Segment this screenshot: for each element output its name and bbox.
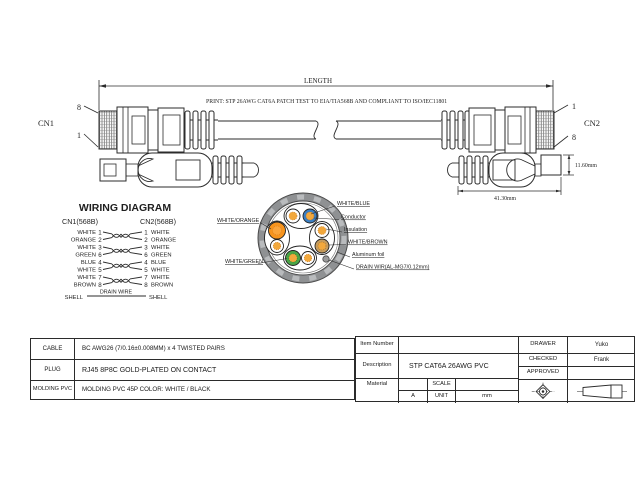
pin-row-num: 4 bbox=[98, 259, 102, 267]
pin-row-label: ORANGE bbox=[70, 237, 96, 244]
cn2-connector-top-view bbox=[441, 107, 554, 153]
pin-row-num: 3 bbox=[144, 244, 148, 252]
checked-value: Frank bbox=[568, 354, 635, 367]
pin-row-label: WHITE bbox=[77, 267, 96, 274]
cn1-568b-header: CN1(568B) bbox=[62, 217, 98, 226]
white-blue-label: WHITE/BLUE bbox=[337, 201, 370, 207]
spec-row-label: CABLE bbox=[31, 339, 75, 360]
title-block bbox=[355, 336, 635, 402]
pin-row-num: 1 bbox=[98, 229, 102, 237]
material-label: Material bbox=[356, 379, 399, 403]
cn2-label: CN2 bbox=[583, 118, 601, 128]
spec-row-value: RJ45 8P8C GOLD-PLATED ON CONTACT bbox=[75, 360, 354, 381]
white-orange-label: WHITE/ORANGE bbox=[217, 218, 260, 224]
cn2-side-view bbox=[448, 153, 562, 187]
twisted-pair-symbols bbox=[103, 232, 142, 285]
pin-row-label: BLUE bbox=[80, 260, 96, 266]
pin-row-num: 8 bbox=[144, 282, 148, 289]
projection-symbol-cell bbox=[519, 380, 568, 403]
white-brown-label: WHITE/BROWN bbox=[348, 239, 388, 246]
pin-row-label: BROWN bbox=[73, 282, 96, 289]
pin-row-label: WHITE bbox=[151, 267, 170, 274]
pin-row-num: 1 bbox=[144, 229, 148, 237]
length-label: LENGTH bbox=[304, 77, 332, 85]
spec-row-value: MOLDING PVC 45P COLOR: WHITE / BLACK bbox=[82, 385, 211, 393]
spec-table bbox=[30, 338, 355, 400]
approved-label: APPROVED bbox=[519, 367, 568, 380]
pin-row-num: 6 bbox=[98, 252, 102, 259]
pin-row-num: 4 bbox=[144, 259, 148, 267]
conductor-label: Conductor bbox=[341, 214, 366, 221]
cn1-side-view bbox=[100, 153, 259, 187]
material-blank-cell bbox=[399, 379, 428, 391]
cn1-connector-top-view bbox=[99, 107, 218, 153]
pin-row-num: 3 bbox=[98, 244, 102, 252]
cable-cross-section bbox=[258, 193, 348, 283]
rev-value: A bbox=[399, 391, 428, 403]
shell-left-label: SHELL bbox=[64, 295, 83, 301]
pin-row-label: WHITE bbox=[151, 230, 170, 236]
pin-row-num: 8 bbox=[98, 282, 102, 289]
pin-row-label: GREEN bbox=[75, 252, 96, 259]
shell-right-label: SHELL bbox=[149, 295, 168, 301]
pin-row-num: 5 bbox=[144, 267, 148, 274]
scale-label: SCALE bbox=[428, 379, 456, 391]
unit-label: UNIT bbox=[428, 391, 456, 403]
pin-row-label: WHITE bbox=[77, 275, 96, 281]
item-number-label: Item Number bbox=[356, 337, 399, 354]
drain-wire-label: DRAIN WIRE bbox=[99, 289, 133, 296]
spec-row-label: MOLDING PVC bbox=[31, 381, 75, 399]
pin-row-label: WHITE bbox=[151, 275, 170, 281]
item-number-value bbox=[399, 337, 519, 354]
drain-wire bbox=[323, 256, 329, 262]
pin-row-label: GREEN bbox=[151, 252, 172, 259]
cn1-label: CN1 bbox=[37, 118, 55, 128]
third-angle-projection-icon bbox=[519, 380, 567, 403]
pin-row-label: ORANGE bbox=[151, 237, 177, 244]
height-dimension-label: 11.60mm bbox=[575, 163, 597, 169]
unit-value: mm bbox=[456, 391, 519, 403]
pin-row-label: BLUE bbox=[151, 260, 167, 266]
pin-row-label: WHITE bbox=[151, 245, 170, 251]
drawer-value: Yuko bbox=[568, 337, 635, 354]
pin-row-num: 2 bbox=[144, 237, 148, 244]
cn2-pin1: 1 bbox=[572, 102, 576, 111]
pin-row-label: BROWN bbox=[151, 282, 174, 289]
plug-side-view-icon bbox=[568, 380, 635, 403]
cn1-pin1: 1 bbox=[77, 131, 81, 140]
pin-row-label: WHITE bbox=[77, 245, 96, 251]
white-green-label: WHITE/GREEN bbox=[225, 259, 264, 265]
pin-row-num: 5 bbox=[98, 267, 102, 274]
pin-row-num: 2 bbox=[98, 237, 102, 244]
spec-row-label: PLUG bbox=[31, 360, 75, 381]
pin-row-num: 6 bbox=[144, 252, 148, 259]
spec-row-value: BC AWG26 (7/0.16±0.008MM) x 4 TWISTED PAIRS bbox=[75, 339, 354, 360]
pin-row-num: 7 bbox=[144, 274, 148, 282]
description-label: Description bbox=[356, 354, 399, 379]
print-legend: PRINT: STP 26AWG CAT6A PATCH TEST TO EIA/TIA568B AND COMPLIANT TO ISO/IEC11801 bbox=[206, 99, 448, 105]
drawer-label: DRAWER bbox=[519, 337, 568, 354]
wiring-diagram-title: WIRING DIAGRAM bbox=[78, 202, 172, 214]
cn2-pin8: 8 bbox=[572, 133, 576, 142]
scale-value bbox=[456, 379, 519, 391]
pin-row-label: WHITE bbox=[77, 230, 96, 236]
length-dimension-label: 41.30mm bbox=[493, 196, 517, 202]
cn1-pin8: 8 bbox=[77, 103, 81, 112]
approved-value bbox=[568, 367, 635, 380]
aluminum-foil-label: Aluminum foil bbox=[352, 252, 385, 258]
connector-icon-cell bbox=[568, 380, 635, 403]
checked-label: CHECKED bbox=[519, 354, 568, 367]
insulation-label: Insulation bbox=[344, 227, 368, 233]
description-value: STP CAT6A 26AWG PVC bbox=[399, 354, 519, 379]
cable-top-view bbox=[218, 121, 441, 139]
drain-wire-spec-label: DRAIN WIR(AL-MG7/0.12mm) bbox=[356, 264, 430, 271]
cn2-568b-header: CN2(568B) bbox=[140, 217, 176, 226]
pin-row-num: 7 bbox=[98, 274, 102, 282]
